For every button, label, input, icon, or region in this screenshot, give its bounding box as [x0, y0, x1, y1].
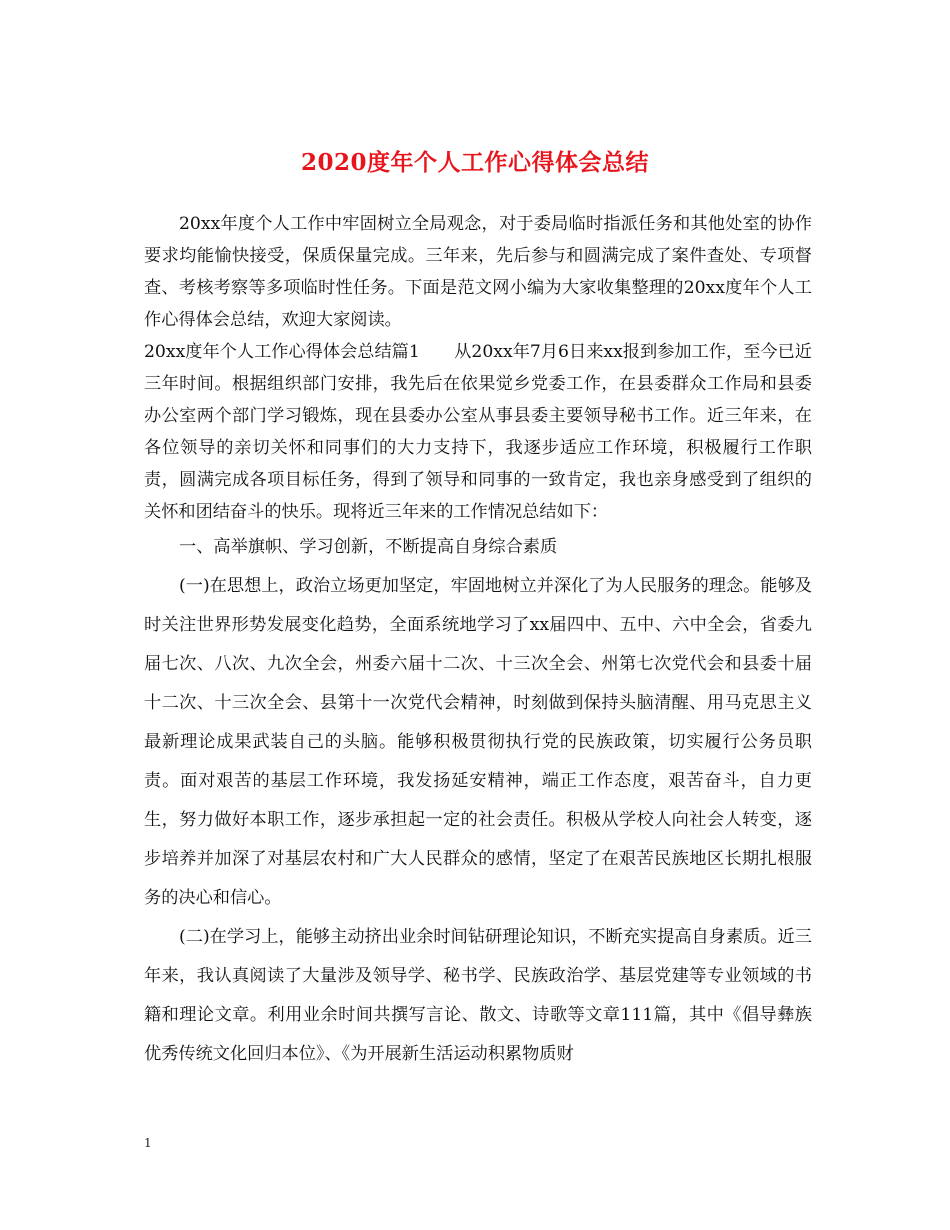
intro-paragraph: 20xx年度个人工作中牢固树立全局观念，对于委局临时指派任务和其他处室的协作要求均能愉快接受，保质保量完成。三年来，先后参与和圆满完成了案件查处、专项督查、考核考察等多项临时性任务。下面是范文网小编为大家收集整理的20xx度年个人工作心得体会总结，欢迎大家阅读。: [144, 214, 812, 330]
document-title: 2020度年个人工作心得体会总结: [300, 149, 649, 177]
thought-paragraph: (一)在思想上，政治立场更加坚定，牢固地树立并深化了为人民服务的理念。能够及时关注世界形势发展变化趋势，全面系统地学习了xx届四中、五中、六中全会，省委九届七次、八次、九次全会，州委六届十二次、十三次全会、州第七次党代会和县委十届十二次、十三次全会、县第十一次党代会精神，时刻做到保持头脑清醒、用马克思主义最新理论成果武装自己的头脑。能够积极贯彻执行党的民族政策，切实履行公务员职责。面对艰苦的基层工作环境，我发扬延安精神，端正工作态度，艰苦奋斗，自力更生，努力做好本职工作，逐步承担起一定的社会责任。积极从学校人向社会人转变，逐步培养并加深了对基层农村和广大人民群众的感情，坚定了在艰苦民族地区长期扎根服务的决心和信心。: [144, 576, 812, 908]
section-1-paragraph: 20xx度年个人工作心得体会总结篇1 从20xx年7月6日来xx报到参加工作，至今已近三年时间。根据组织部门安排，我先后在依果觉乡党委工作，在县委群众工作局和县委办公室两个部门学习锻炼，现在县委办公室从事县委主要领导秘书工作。近三年来，在各位领导的亲切关怀和同事们的大力支持下，我逐步适应工作环境，积极履行工作职责，圆满完成各项目标任务，得到了领导和同事的一致肯定，我也亲身感受到了组织的关怀和团结奋斗的快乐。现将近三年来的工作情况总结如下：: [144, 342, 812, 522]
heading-paragraph: 一、高举旗帜、学习创新，不断提高自身综合素质: [179, 537, 558, 557]
study-paragraph: (二)在学习上，能够主动挤出业余时间钻研理论知识，不断充实提高自身素质。近三年来，我认真阅读了大量涉及领导学、秘书学、民族政治学、基层党建等专业领域的书籍和理论文章。利用业余时间共撰写言论、散文、诗歌等文章111篇，其中《倡导彝族优秀传统文化回归本位》、《为开展新生活运动积累物质财: [144, 927, 812, 1064]
page-number: 1: [144, 1136, 152, 1150]
document-body: [144, 208, 812, 1074]
